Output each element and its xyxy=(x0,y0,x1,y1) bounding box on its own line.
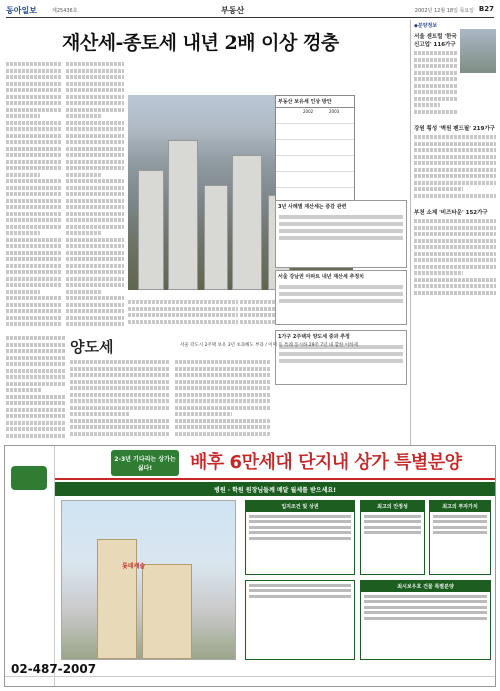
text-line xyxy=(6,114,40,118)
text-line xyxy=(6,356,66,360)
text-line xyxy=(414,168,496,172)
text-line xyxy=(70,406,170,410)
text-line xyxy=(6,427,66,431)
text-line xyxy=(6,414,66,418)
text-line xyxy=(414,77,458,81)
ad-box-location: 입지조건 및 상권 xyxy=(245,500,355,575)
text-line xyxy=(70,419,170,423)
text-line xyxy=(6,309,62,313)
text-line xyxy=(175,432,270,436)
ad-badge: 2-3년 기다리는 상가는 싫다! xyxy=(111,450,179,476)
text-line xyxy=(175,360,270,364)
text-line xyxy=(6,179,62,183)
text-line xyxy=(66,303,124,307)
text-line xyxy=(70,360,170,364)
text-line xyxy=(414,284,496,288)
text-line xyxy=(414,174,496,178)
text-line xyxy=(414,135,496,139)
text-line xyxy=(66,173,101,177)
text-line xyxy=(6,88,62,92)
info-box-1 xyxy=(275,200,407,268)
text-line xyxy=(6,264,62,268)
info-box-title: 3년 사례별 재산세는 증감 관련 xyxy=(278,204,347,210)
text-line xyxy=(6,140,62,144)
text-line xyxy=(66,127,124,131)
text-line xyxy=(414,278,496,282)
text-line xyxy=(175,412,232,416)
text-line xyxy=(66,225,124,229)
text-line xyxy=(6,343,66,347)
sub-deck: 서울 강도시 2주택 보유 3년 초과해도 부과 / 이미 등 특례 동시하 29주 7년 내 합한 이하제 xyxy=(180,343,358,348)
text-line xyxy=(66,186,124,190)
text-line xyxy=(6,336,66,340)
ad-title: 배후 6만세대 단지내 상가 특별분양 xyxy=(190,452,462,473)
ad-sponsor: 롯데캐슬 xyxy=(122,563,146,570)
text-line xyxy=(414,90,458,94)
ad-phone: 02-487-2007 xyxy=(11,662,97,676)
text-line xyxy=(66,322,124,326)
text-line xyxy=(414,181,496,185)
text-line xyxy=(6,290,40,294)
text-line xyxy=(414,252,496,256)
tax-table xyxy=(275,95,355,205)
text-line xyxy=(66,309,124,313)
ad-box-map xyxy=(245,580,355,660)
text-line xyxy=(6,166,62,170)
text-line xyxy=(6,244,62,248)
text-line xyxy=(66,95,124,99)
text-line xyxy=(414,226,496,230)
ad-box-value: 최고의 투자가치 xyxy=(429,500,491,575)
sidebar-tag: ◆분양정보 xyxy=(414,23,438,29)
text-line xyxy=(175,419,270,423)
text-line xyxy=(6,277,62,281)
sidebar-heading-1: 서울 센트럴 '한국 신고업' 116가구 xyxy=(414,34,457,48)
text-line xyxy=(6,127,62,131)
text-line xyxy=(66,108,124,112)
text-line xyxy=(70,367,170,371)
table-row xyxy=(276,156,354,172)
text-line xyxy=(66,296,124,300)
ad-building-image xyxy=(61,500,236,660)
text-line xyxy=(6,316,62,320)
text-line xyxy=(6,375,66,379)
ad-subtitle: 병원 · 학원 원장님들께 매달 월세를 받으세요! xyxy=(55,482,495,496)
info-box-3 xyxy=(275,330,407,385)
ad-box-stability: 최고의 안정성 xyxy=(360,500,425,575)
text-line xyxy=(6,95,62,99)
text-line xyxy=(6,231,40,235)
text-line xyxy=(66,101,124,105)
text-line xyxy=(6,108,62,112)
text-line xyxy=(66,238,124,242)
text-line xyxy=(414,97,458,101)
text-line xyxy=(414,148,496,152)
text-line xyxy=(6,69,62,73)
sidebar-heading-2: 강원 횡성 '벽원 펜드필' 219가구 xyxy=(414,126,495,132)
text-line xyxy=(6,62,62,66)
article-column-1 xyxy=(6,62,62,332)
text-line xyxy=(414,142,496,146)
text-line xyxy=(6,421,66,425)
page-number: B27 xyxy=(478,5,494,13)
ad-logo xyxy=(11,466,47,490)
text-line xyxy=(175,367,270,371)
text-line xyxy=(6,322,62,326)
text-line xyxy=(66,231,101,235)
text-line xyxy=(414,64,458,68)
text-line xyxy=(6,101,62,105)
main-headline: 재산세-종토세 내년 2배 이상 껑충 xyxy=(62,32,339,54)
text-line xyxy=(66,75,124,79)
text-line xyxy=(175,406,270,410)
text-line xyxy=(6,238,62,242)
tax-table-title: 부동산 보유세 인상 방안 xyxy=(276,96,354,108)
text-line xyxy=(66,218,124,222)
text-line xyxy=(414,219,496,223)
table-row xyxy=(276,124,354,140)
text-line xyxy=(6,192,62,196)
text-line xyxy=(66,160,124,164)
text-line xyxy=(175,425,270,429)
text-line xyxy=(6,173,40,177)
text-line xyxy=(6,369,66,373)
table-row xyxy=(276,140,354,156)
text-line xyxy=(414,271,463,275)
text-line xyxy=(6,382,66,386)
advertisement xyxy=(4,445,496,687)
text-line xyxy=(6,401,66,405)
text-line xyxy=(6,225,62,229)
text-line xyxy=(6,395,66,399)
text-line xyxy=(66,283,124,287)
text-line xyxy=(66,166,124,170)
issue-number: 제25436호 xyxy=(52,8,78,14)
text-line xyxy=(6,296,62,300)
text-line xyxy=(6,303,62,307)
text-line xyxy=(6,251,62,255)
text-line xyxy=(70,393,170,397)
text-line xyxy=(6,388,42,392)
ad-left-panel xyxy=(5,446,55,687)
text-line xyxy=(66,153,124,157)
text-line xyxy=(66,316,124,320)
publish-date: 2002년 12월 18일 목요일 xyxy=(414,8,474,14)
sub-headline: 양도세 xyxy=(70,338,114,356)
text-line xyxy=(6,153,62,157)
text-line xyxy=(66,147,124,151)
text-line xyxy=(66,62,124,66)
text-line xyxy=(414,155,496,159)
text-line xyxy=(414,258,496,262)
text-line xyxy=(66,140,124,144)
sidebar-photo xyxy=(460,29,496,73)
table-row: 2002 2003 xyxy=(276,108,354,124)
text-line xyxy=(414,245,496,249)
text-line xyxy=(66,192,124,196)
text-line xyxy=(66,257,124,261)
section-title: 부동산 xyxy=(221,6,245,15)
text-line xyxy=(128,320,238,324)
paper-name: 동아일보 xyxy=(6,6,37,15)
text-line xyxy=(70,373,170,377)
article-column-7 xyxy=(175,360,270,440)
text-line xyxy=(66,212,124,216)
text-line xyxy=(414,103,440,107)
ad-box-special: 최시보우호 건물 특별분양 xyxy=(360,580,491,660)
text-line xyxy=(414,110,458,114)
info-box-title: 서울 강남권 아파트 내년 재산세 추정치 xyxy=(278,274,364,280)
text-line xyxy=(66,205,124,209)
masthead xyxy=(6,4,494,18)
text-line xyxy=(6,147,62,151)
text-line xyxy=(66,244,124,248)
text-line xyxy=(6,82,62,86)
article-column-2 xyxy=(66,62,124,332)
text-line xyxy=(414,161,496,165)
ad-header xyxy=(55,446,495,480)
text-line xyxy=(6,349,66,353)
sidebar-heading-3: 부천 소제 '비즈타운' 152가구 xyxy=(414,210,488,216)
text-line xyxy=(6,75,62,79)
info-box-title: 1가구 2주택자 양도세 중과 추정 xyxy=(278,334,350,340)
sidebar xyxy=(410,20,496,445)
text-line xyxy=(66,264,124,268)
text-line xyxy=(175,386,270,390)
text-line xyxy=(6,218,62,222)
text-line xyxy=(414,291,496,295)
text-line xyxy=(66,121,124,125)
text-line xyxy=(66,277,124,281)
text-line xyxy=(414,51,458,55)
text-line xyxy=(66,82,124,86)
text-line xyxy=(66,270,124,274)
info-box-2 xyxy=(275,270,407,325)
text-line xyxy=(66,290,101,294)
text-line xyxy=(66,251,124,255)
text-line xyxy=(175,399,270,403)
text-line xyxy=(6,134,62,138)
text-line xyxy=(6,257,62,261)
text-line xyxy=(414,265,496,269)
text-line xyxy=(414,71,458,75)
text-line xyxy=(66,114,101,118)
text-line xyxy=(414,58,458,62)
text-line xyxy=(175,373,270,377)
text-line xyxy=(414,187,463,191)
ad-footer xyxy=(5,676,495,687)
text-line xyxy=(66,88,124,92)
text-line xyxy=(128,307,238,311)
text-line xyxy=(6,362,66,366)
text-line xyxy=(66,179,124,183)
text-line xyxy=(66,69,124,73)
text-line xyxy=(66,199,124,203)
text-line xyxy=(6,205,62,209)
text-line xyxy=(6,283,62,287)
text-line xyxy=(128,313,238,317)
text-line xyxy=(414,232,496,236)
text-line xyxy=(6,434,66,438)
text-line xyxy=(66,134,124,138)
text-line xyxy=(6,121,62,125)
text-line xyxy=(6,270,62,274)
article-column-3 xyxy=(128,300,238,330)
table-row xyxy=(276,172,354,188)
text-line xyxy=(6,212,62,216)
text-line xyxy=(70,399,170,403)
text-line xyxy=(70,412,130,416)
text-line xyxy=(175,380,270,384)
text-line xyxy=(128,300,238,304)
text-line xyxy=(414,194,496,198)
article-column-5 xyxy=(6,336,66,441)
article-column-6 xyxy=(70,360,170,440)
text-line xyxy=(70,386,170,390)
text-line xyxy=(6,186,62,190)
text-line xyxy=(70,432,170,436)
text-line xyxy=(175,393,270,397)
text-line xyxy=(6,408,66,412)
text-line xyxy=(70,380,170,384)
text-line xyxy=(414,239,496,243)
text-line xyxy=(414,84,458,88)
text-line xyxy=(6,160,62,164)
text-line xyxy=(6,199,62,203)
text-line xyxy=(70,425,170,429)
